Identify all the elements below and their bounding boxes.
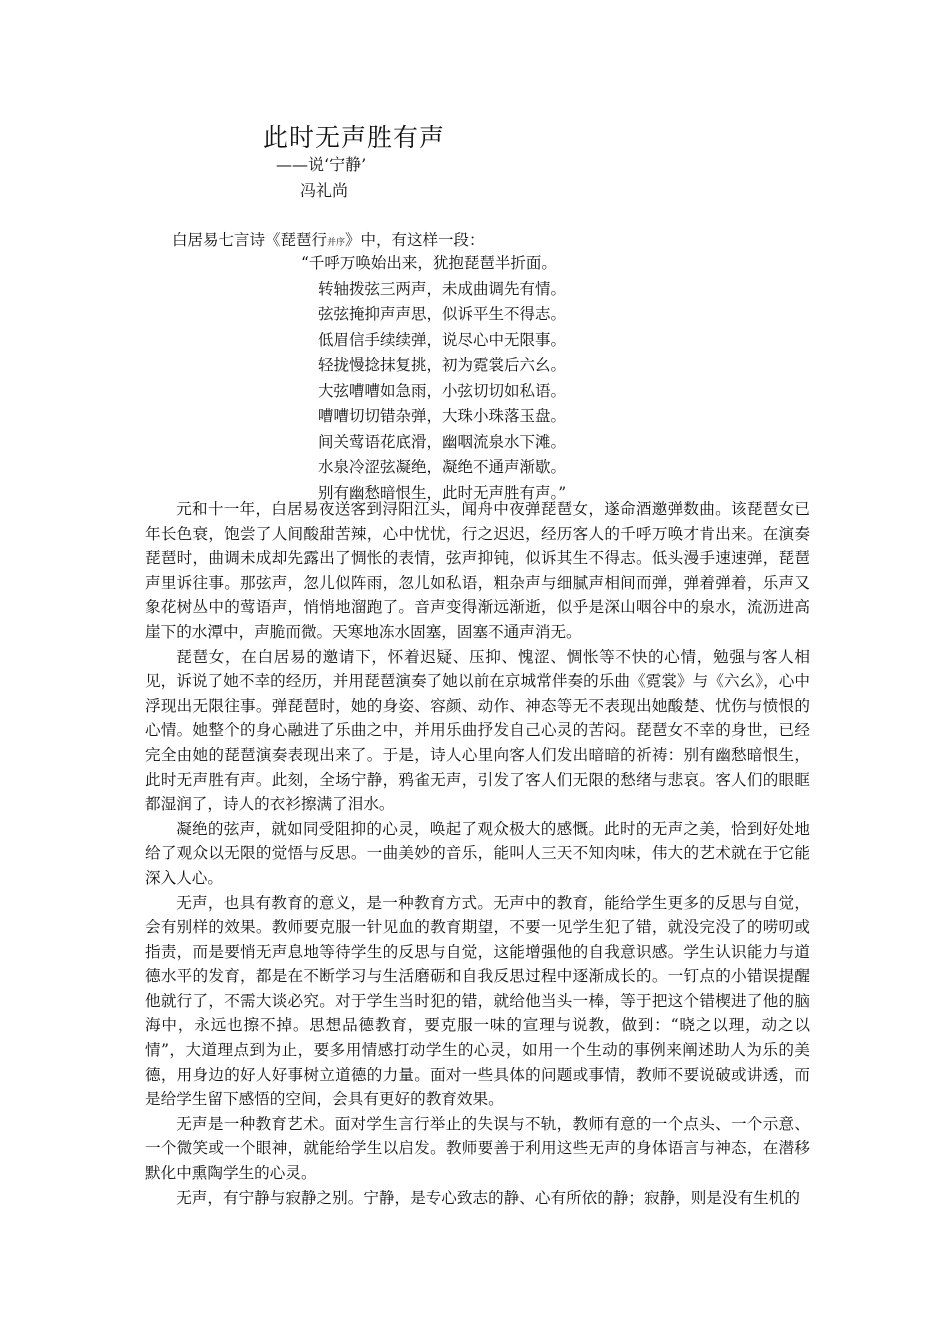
poem-line: 大弦嘈嘈如急雨，小弦切切如私语。	[318, 381, 567, 400]
poem-line: 嘈嘈切切错杂弹，大珠小珠落玉盘。	[318, 407, 567, 425]
intro-line	[172, 228, 485, 250]
poem-line: 水泉冷涩弦凝绝，凝绝不通声渐歇。	[318, 458, 567, 476]
paragraph: 无声是一种教育艺术。面对学生言行举止的失误与不轨，教师有意的一个点头、一个示意、一个微笑或一个眼神，就能给学生以启发。教师要善于利用这些无声的身体语言与神态，在潜移默化中熏陶学生的心灵。	[145, 1114, 810, 1183]
poem-line: “千呼万唤始出来，犹抱琵琶半折面。	[301, 254, 557, 272]
poem-line: 间关莺语花底滑，幽咽流泉水下滩。	[318, 432, 567, 451]
intro-text-small: 并序	[327, 238, 346, 248]
paragraph: 凝绝的弦声，就如同受阻抑的心灵，唤起了观众极大的感慨。此时的无声之美，恰到好处地给了观众以无限的觉悟与反思。一曲美妙的音乐，能叫人三天不知肉味，伟大的艺术就在于它能深入人心。	[145, 819, 810, 887]
document-title: 此时无声胜有声	[263, 123, 446, 152]
poem-block	[301, 251, 566, 506]
paragraph: 琵琶女，在白居易的邀请下，怀着迟疑、压抑、愧涩、惆怅等不快的心情，勉强与客人相见，诉说了她不幸的经历，并用琵琶演奏了她以前在京城常伴奏的乐曲《霓裳》与《六幺》，心中浮现出无限往事。弹琵琶时，她的身姿、容颜、动作、神态等无不表现出她酸楚、忧伤与愤恨的心情。她整个的身心融进了乐曲之中，并用乐曲抒发自己心灵的苦闷。琵琶女不幸的身世，已经完全由她的琵琶演奏表现出来了。于是，诗人心里向客人们发出暗暗的祈祷：别有幽愁暗恨生，此时无声胜有声。此刻，全场宁静，鸦雀无声，引发了客人们无限的愁绪与悲哀。客人们的眼眶都湿润了，诗人的衣衫擦满了泪水。	[145, 647, 810, 814]
paragraph: 元和十一年，白居易夜送客到浔阳江头，闻舟中夜弹琵琶女，遂命酒邀弹数曲。该琵琶女已年长色衰，饱尝了人间酸甜苦辣，心中忧忧，行之迟迟，经历客人的千呼万唤才肯出来。在演奏琵琶时，曲调未成却先露出了惆怅的表情，弦声抑钝，似诉其生不得志。低头漫手速速弹，琵琶声里诉往事。那弦声，忽儿似阵雨，忽儿如私语，粗杂声与细腻声相间而弹，弹着弹着，乐声又象花树丛中的莺语声，悄悄地溜跑了。音声变得渐远渐逝，似乎是深山咽谷中的泉水，流沥进高崖下的水潭中，声脆而微。天寒地冻水固塞，固塞不通声消无。	[145, 500, 810, 641]
poem-line: 轻拢慢捻抹复挑，初为霓裳后六幺。	[318, 356, 567, 374]
intro-text-after: 》中，有这样一段：	[345, 231, 485, 249]
paragraph: 无声，有宁静与寂静之别。宁静，是专心致志的静、心有所依的静；寂静，则是没有生机的	[176, 1188, 800, 1207]
document-subtitle: ——说‘宁静’	[276, 155, 367, 174]
body-text	[145, 497, 810, 1210]
intro-text-before: 白居易七言诗《琵琶行	[172, 231, 328, 249]
poem-line: 低眉信手续续弹，说尽心中无限事。	[318, 330, 567, 349]
poem-line: 别有幽愁暗恨生，此时无声胜有声。”	[318, 483, 567, 502]
poem-line: 转轴拨弦三两声，未成曲调先有情。	[318, 279, 567, 298]
document-author: 冯礼尚	[300, 181, 349, 200]
paragraph: 无声，也具有教育的意义，是一种教育方式。无声中的教育，能给学生更多的反思与自觉，会有别样的效果。教师要克服一针见血的教育期望，不要一见学生犯了错，就没完没了的唠叨或指责，而是要悄无声息地等待学生的反思与自觉，这能增强他的自我意识感。学生认识能力与道德水平的发育，都是在不断学习与生活磨砺和自我反思过程中逐渐成长的。一钉点的小错误提醒他就行了，不需大谈必究。对于学生当时犯的错，就给他当头一棒，等于把这个错楔进了他的脑海中，永远也擦不掉。思想品德教育，要克服一味的宣理与说教，做到：“晓之以理，动之以情”，大道理点到为止，要多用情感打动学生的心灵，如用一个生动的事例来阐述助人为乐的美德，用身边的好人好事树立道德的力量。面对一些具体的问题或事情，教师不要说破或讲透，而是给学生留下感悟的空间，会具有更好的教育效果。	[145, 893, 810, 1109]
poem-line: 弦弦掩抑声声思，似诉平生不得志。	[318, 305, 567, 323]
